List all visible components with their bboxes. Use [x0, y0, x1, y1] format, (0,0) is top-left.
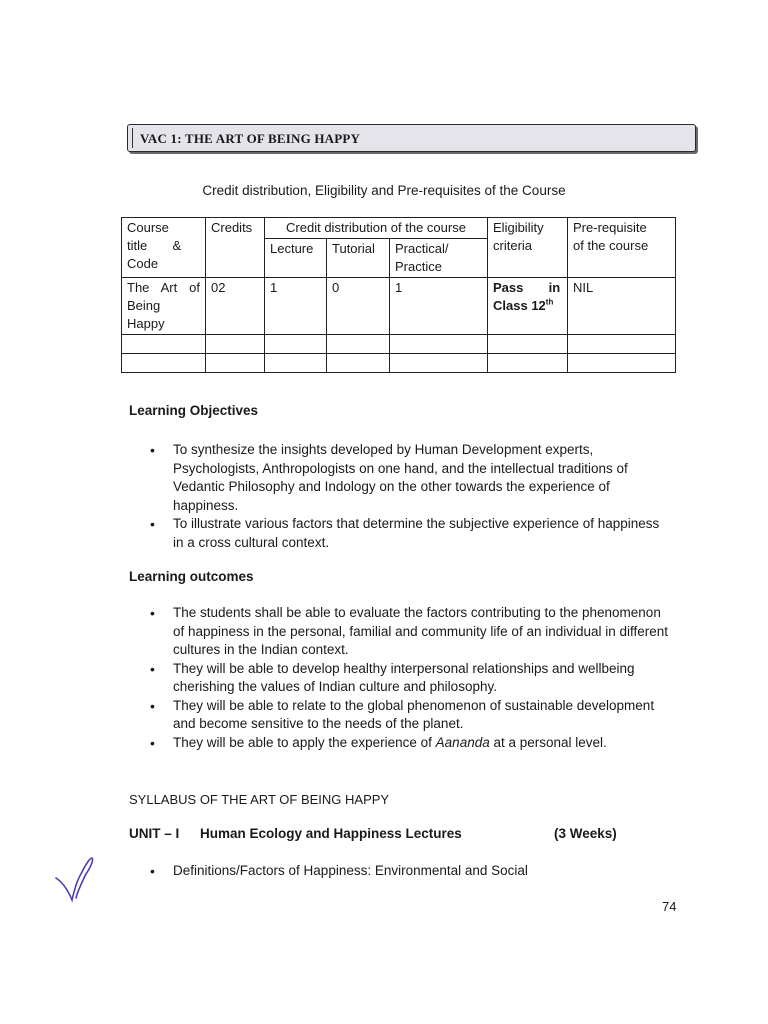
table-row	[122, 278, 676, 335]
header-credit-distribution: Credit distribution of the course	[265, 218, 488, 239]
header-practical: Practical/ Practice	[390, 239, 488, 278]
header-prerequisite: Pre-requisite of the course	[568, 218, 676, 278]
table-row-empty	[122, 335, 676, 354]
banner-rule	[132, 128, 133, 148]
course-title-banner	[127, 124, 696, 152]
page-number: 74	[662, 899, 677, 914]
list-item: • To synthesize the insights developed by Human Development experts, Psychologists, Anthropologists on one hand, and the intellectual traditions of Vedantic Philosophy and Indology on the other towards the experience of happiness.	[150, 441, 670, 515]
header-credits: Credits	[206, 218, 265, 278]
learning-objectives-list	[150, 441, 670, 552]
table-caption: Credit distribution, Eligibility and Pre-requisites of the Course	[202, 183, 566, 198]
learning-objectives-heading: Learning Objectives	[129, 403, 259, 418]
syllabus-title: SYLLABUS OF THE ART OF BEING HAPPY	[129, 792, 390, 807]
credit-distribution-table	[121, 217, 676, 373]
unit-number: UNIT – I	[129, 826, 180, 841]
list-item: • They will be able to relate to the global phenomenon of sustainable development and become sensitive to the needs of the planet.	[150, 697, 670, 734]
learning-outcomes-heading: Learning outcomes	[129, 569, 254, 584]
course-title: VAC 1: THE ART OF BEING HAPPY	[140, 131, 361, 146]
cell-course: The Art of Being Happy	[122, 278, 206, 335]
cell-eligibility: Pass in Class 12th	[488, 278, 568, 335]
list-item: • They will be able to apply the experience of Aananda at a personal level.	[150, 734, 670, 753]
table-row-empty	[122, 354, 676, 373]
table-header-row	[122, 218, 676, 239]
list-item: • To illustrate various factors that determine the subjective experience of happiness in a cross cultural context.	[150, 515, 670, 552]
cell-prerequisite: NIL	[568, 278, 676, 335]
cell-tutorial: 0	[327, 278, 390, 335]
list-item: • Definitions/Factors of Happiness: Environmental and Social	[150, 862, 670, 881]
unit-title: Human Ecology and Happiness Lectures	[200, 826, 462, 841]
header-tutorial: Tutorial	[327, 239, 390, 278]
header-course-title: Course title & Code	[122, 218, 206, 278]
header-eligibility: Eligibility criteria	[488, 218, 568, 278]
cell-credits: 02	[206, 278, 265, 335]
learning-outcomes-list	[150, 604, 670, 752]
unit-topics-list	[150, 862, 670, 881]
cell-practical: 1	[390, 278, 488, 335]
list-item: • They will be able to develop healthy interpersonal relationships and wellbeing cherishing the values of Indian culture and philosophy.	[150, 660, 670, 697]
handwritten-tick-icon	[52, 852, 112, 912]
cell-lecture: 1	[265, 278, 327, 335]
header-lecture: Lecture	[265, 239, 327, 278]
list-item: • The students shall be able to evaluate the factors contributing to the phenomenon of happiness in the personal, familial and community life of an individual in different cultures in the Indian context.	[150, 604, 670, 660]
unit-duration: (3 Weeks)	[554, 826, 617, 841]
